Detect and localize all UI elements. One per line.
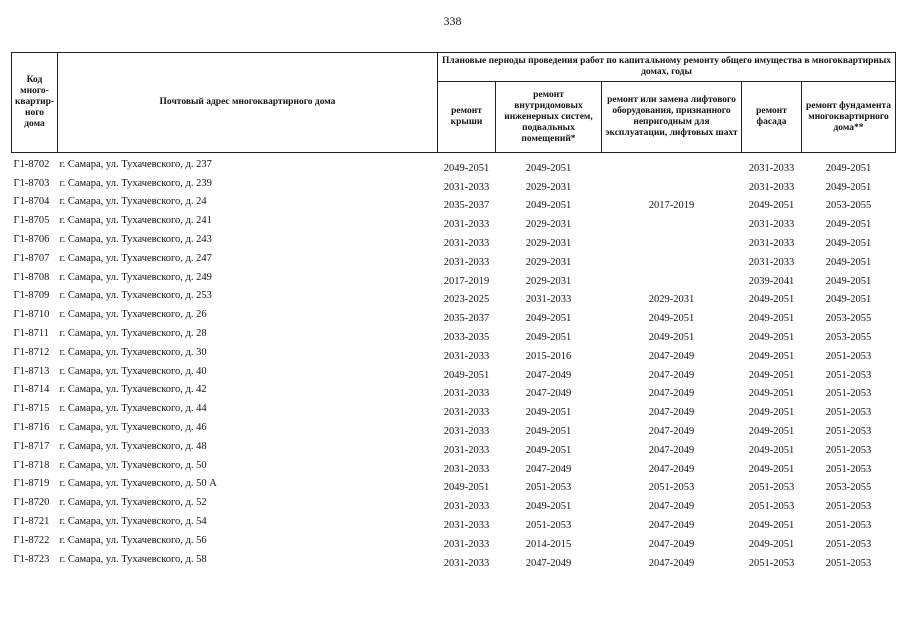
header-systems: ремонт внутридомовых инженерных систем, подвальных помещений*	[496, 82, 602, 153]
cell-elevator	[602, 174, 742, 193]
cell-systems: 2049-2051	[525, 200, 572, 212]
cell-systems: 2049-2051	[525, 162, 572, 174]
table-row	[12, 268, 896, 287]
cell-systems: 2047-2049	[525, 463, 572, 475]
cell-elevator: 2047-2049	[648, 501, 695, 513]
table-row	[12, 230, 896, 249]
table-row	[12, 305, 896, 324]
table-row	[12, 153, 896, 174]
cell-systems: 2029-2031	[525, 275, 572, 287]
cell-code: Г1-8705	[13, 215, 50, 227]
cell-facade: 2031-2033	[748, 256, 795, 268]
header-code: Код много-квартир-ного дома	[12, 53, 58, 153]
table-row	[12, 174, 896, 193]
cell-foundation: 2049-2051	[825, 256, 872, 268]
cell-foundation: 2049-2051	[825, 294, 872, 306]
cell-elevator	[602, 230, 742, 249]
cell-address: г. Самара, ул. Тухачевского, д. 54	[59, 516, 207, 528]
cell-code: Г1-8723	[13, 553, 50, 565]
cell-address: г. Самара, ул. Тухачевского, д. 56	[59, 534, 207, 546]
cell-address: г. Самара, ул. Тухачевского, д. 44	[59, 403, 207, 415]
cell-code: Г1-8717	[13, 440, 50, 452]
cell-code: Г1-8722	[13, 534, 50, 546]
table-row	[12, 550, 896, 569]
cell-address: г. Самара, ул. Тухачевского, д. 50 А	[59, 478, 217, 490]
cell-elevator: 2047-2049	[648, 519, 695, 531]
cell-code: Г1-8707	[13, 252, 50, 264]
cell-elevator: 2047-2049	[648, 425, 695, 437]
cell-roof: 2033-2035	[443, 331, 490, 343]
cell-facade: 2049-2051	[748, 331, 795, 343]
cell-systems: 2047-2049	[525, 369, 572, 381]
cell-roof: 2031-2033	[443, 425, 490, 437]
cell-foundation: 2049-2051	[825, 219, 872, 231]
cell-roof: 2031-2033	[443, 219, 490, 231]
cell-facade: 2031-2033	[748, 237, 795, 249]
cell-address: г. Самара, ул. Тухачевского, д. 24	[59, 196, 207, 208]
cell-roof: 2035-2037	[443, 313, 490, 325]
cell-address: г. Самара, ул. Тухачевского, д. 239	[59, 177, 212, 189]
cell-systems: 2049-2051	[525, 444, 572, 456]
cell-roof: 2031-2033	[443, 538, 490, 550]
cell-address: г. Самара, ул. Тухачевского, д. 237	[59, 158, 212, 170]
cell-roof: 2031-2033	[443, 501, 490, 513]
cell-address: г. Самара, ул. Тухачевского, д. 48	[59, 440, 207, 452]
cell-code: Г1-8716	[13, 422, 50, 434]
cell-facade: 2049-2051	[748, 538, 795, 550]
cell-address: г. Самара, ул. Тухачевского, д. 50	[59, 459, 207, 471]
cell-elevator	[602, 211, 742, 230]
cell-foundation: 2051-2053	[825, 463, 872, 475]
cell-facade: 2051-2053	[748, 501, 795, 513]
cell-systems: 2029-2031	[525, 237, 572, 249]
cell-elevator: 2017-2019	[648, 200, 695, 212]
cell-systems: 2049-2051	[525, 313, 572, 325]
cell-roof: 2031-2033	[443, 407, 490, 419]
cell-roof: 2031-2033	[443, 519, 490, 531]
cell-code: Г1-8715	[13, 403, 50, 415]
cell-foundation: 2053-2055	[825, 482, 872, 494]
cell-roof: 2031-2033	[443, 256, 490, 268]
cell-code: Г1-8712	[13, 346, 50, 358]
cell-foundation: 2051-2053	[825, 538, 872, 550]
cell-code: Г1-8719	[13, 478, 50, 490]
cell-code: Г1-8720	[13, 497, 50, 509]
cell-foundation: 2049-2051	[825, 237, 872, 249]
cell-code: Г1-8702	[13, 158, 50, 170]
cell-facade: 2049-2051	[748, 407, 795, 419]
cell-address: г. Самара, ул. Тухачевского, д. 28	[59, 328, 207, 340]
cell-address: г. Самара, ул. Тухачевского, д. 247	[59, 252, 212, 264]
cell-roof: 2049-2051	[443, 162, 490, 174]
cell-systems: 2047-2049	[525, 388, 572, 400]
table-row	[12, 249, 896, 268]
header-foundation: ремонт фундамента многоквартирного дома**	[802, 82, 896, 153]
table-row	[12, 437, 896, 456]
table-row	[12, 287, 896, 306]
cell-address: г. Самара, ул. Тухачевского, д. 58	[59, 553, 207, 565]
table-row	[12, 343, 896, 362]
cell-elevator: 2047-2049	[648, 407, 695, 419]
table-row	[12, 211, 896, 230]
cell-facade: 2049-2051	[748, 350, 795, 362]
cell-roof: 2031-2033	[443, 237, 490, 249]
cell-facade: 2031-2033	[748, 181, 795, 193]
table-row	[12, 493, 896, 512]
cell-systems: 2029-2031	[525, 181, 572, 193]
cell-systems: 2029-2031	[525, 219, 572, 231]
cell-facade: 2049-2051	[748, 294, 795, 306]
cell-foundation: 2051-2053	[825, 501, 872, 513]
cell-code: Г1-8714	[13, 384, 50, 396]
cell-facade: 2049-2051	[748, 388, 795, 400]
cell-code: Г1-8711	[13, 328, 49, 340]
cell-address: г. Самара, ул. Тухачевского, д. 243	[59, 234, 212, 246]
cell-roof: 2031-2033	[443, 557, 490, 569]
cell-systems: 2049-2051	[525, 501, 572, 513]
cell-systems: 2031-2033	[525, 294, 572, 306]
cell-roof: 2035-2037	[443, 200, 490, 212]
cell-code: Г1-8709	[13, 290, 50, 302]
cell-elevator: 2047-2049	[648, 538, 695, 550]
page-number: 338	[443, 14, 462, 28]
cell-facade: 2039-2041	[748, 275, 795, 287]
cell-address: г. Самара, ул. Тухачевского, д. 253	[59, 290, 212, 302]
cell-facade: 2031-2033	[748, 219, 795, 231]
cell-systems: 2047-2049	[525, 557, 572, 569]
table-row	[12, 193, 896, 212]
table-row	[12, 456, 896, 475]
cell-elevator: 2047-2049	[648, 350, 695, 362]
cell-systems: 2015-2016	[525, 350, 572, 362]
cell-roof: 2049-2051	[443, 482, 490, 494]
cell-code: Г1-8706	[13, 234, 50, 246]
cell-elevator: 2047-2049	[648, 388, 695, 400]
cell-foundation: 2051-2053	[825, 425, 872, 437]
cell-code: Г1-8703	[13, 177, 50, 189]
cell-elevator	[602, 268, 742, 287]
cell-roof: 2031-2033	[443, 388, 490, 400]
table-header	[12, 53, 896, 153]
table-body	[12, 153, 896, 569]
cell-foundation: 2051-2053	[825, 444, 872, 456]
cell-address: г. Самара, ул. Тухачевского, д. 30	[59, 346, 207, 358]
cell-roof: 2017-2019	[443, 275, 490, 287]
cell-address: г. Самара, ул. Тухачевского, д. 249	[59, 271, 212, 283]
cell-foundation: 2051-2053	[825, 350, 872, 362]
table-row	[12, 399, 896, 418]
cell-facade: 2051-2053	[748, 482, 795, 494]
cell-facade: 2049-2051	[748, 463, 795, 475]
cell-elevator: 2049-2051	[648, 313, 695, 325]
table-row	[12, 475, 896, 494]
repair-schedule-table	[11, 52, 896, 569]
cell-elevator: 2029-2031	[648, 294, 695, 306]
cell-systems: 2014-2015	[525, 538, 572, 550]
cell-facade: 2049-2051	[748, 519, 795, 531]
cell-elevator: 2047-2049	[648, 557, 695, 569]
cell-roof: 2031-2033	[443, 463, 490, 475]
cell-systems: 2029-2031	[525, 256, 572, 268]
cell-roof: 2023-2025	[443, 294, 490, 306]
cell-foundation: 2051-2053	[825, 519, 872, 531]
header-address: Почтовый адрес многоквартирного дома	[58, 53, 438, 153]
cell-foundation: 2053-2055	[825, 331, 872, 343]
header-facade: ремонт фасада	[742, 82, 802, 153]
cell-elevator: 2051-2053	[648, 482, 695, 494]
cell-facade: 2049-2051	[748, 200, 795, 212]
cell-elevator: 2049-2051	[648, 331, 695, 343]
header-elevator: ремонт или замена лифтового оборудования, признанного непригодным для эксплуатации, лифтовых шахт	[602, 82, 742, 153]
cell-elevator	[602, 249, 742, 268]
cell-foundation: 2051-2053	[825, 557, 872, 569]
table-row	[12, 531, 896, 550]
cell-foundation: 2051-2053	[825, 407, 872, 419]
cell-code: Г1-8710	[13, 309, 50, 321]
cell-facade: 2051-2053	[748, 557, 795, 569]
cell-facade: 2049-2051	[748, 444, 795, 456]
cell-systems: 2049-2051	[525, 331, 572, 343]
cell-foundation: 2049-2051	[825, 162, 872, 174]
cell-foundation: 2051-2053	[825, 369, 872, 381]
cell-systems: 2051-2053	[525, 482, 572, 494]
cell-facade: 2049-2051	[748, 369, 795, 381]
cell-address: г. Самара, ул. Тухачевского, д. 46	[59, 422, 207, 434]
header-periods-group: Плановые периоды проведения работ по капитальному ремонту общего имущества в многоквартирных домах, годы	[438, 53, 896, 82]
header-roof: ремонт крыши	[438, 82, 496, 153]
cell-address: г. Самара, ул. Тухачевского, д. 40	[59, 365, 207, 377]
cell-roof: 2031-2033	[443, 444, 490, 456]
cell-elevator: 2047-2049	[648, 444, 695, 456]
cell-facade: 2031-2033	[748, 162, 795, 174]
cell-elevator: 2047-2049	[648, 463, 695, 475]
cell-address: г. Самара, ул. Тухачевского, д. 26	[59, 309, 207, 321]
cell-facade: 2049-2051	[748, 313, 795, 325]
cell-elevator	[602, 153, 742, 174]
cell-foundation: 2053-2055	[825, 313, 872, 325]
cell-code: Г1-8713	[13, 365, 50, 377]
cell-foundation: 2051-2053	[825, 388, 872, 400]
table-row	[12, 512, 896, 531]
cell-roof: 2031-2033	[443, 181, 490, 193]
cell-code: Г1-8718	[13, 459, 50, 471]
cell-roof: 2049-2051	[443, 369, 490, 381]
cell-foundation: 2049-2051	[825, 275, 872, 287]
cell-code: Г1-8721	[13, 516, 50, 528]
cell-foundation: 2049-2051	[825, 181, 872, 193]
table-row	[12, 362, 896, 381]
cell-code: Г1-8704	[13, 196, 50, 208]
cell-systems: 2049-2051	[525, 425, 572, 437]
cell-foundation: 2053-2055	[825, 200, 872, 212]
table-row	[12, 418, 896, 437]
cell-elevator: 2047-2049	[648, 369, 695, 381]
cell-systems: 2049-2051	[525, 407, 572, 419]
cell-facade: 2049-2051	[748, 425, 795, 437]
cell-address: г. Самара, ул. Тухачевского, д. 241	[59, 215, 212, 227]
cell-address: г. Самара, ул. Тухачевского, д. 52	[59, 497, 207, 509]
cell-address: г. Самара, ул. Тухачевского, д. 42	[59, 384, 207, 396]
cell-systems: 2051-2053	[525, 519, 572, 531]
cell-roof: 2031-2033	[443, 350, 490, 362]
table-row	[12, 324, 896, 343]
table-row	[12, 381, 896, 400]
cell-code: Г1-8708	[13, 271, 50, 283]
